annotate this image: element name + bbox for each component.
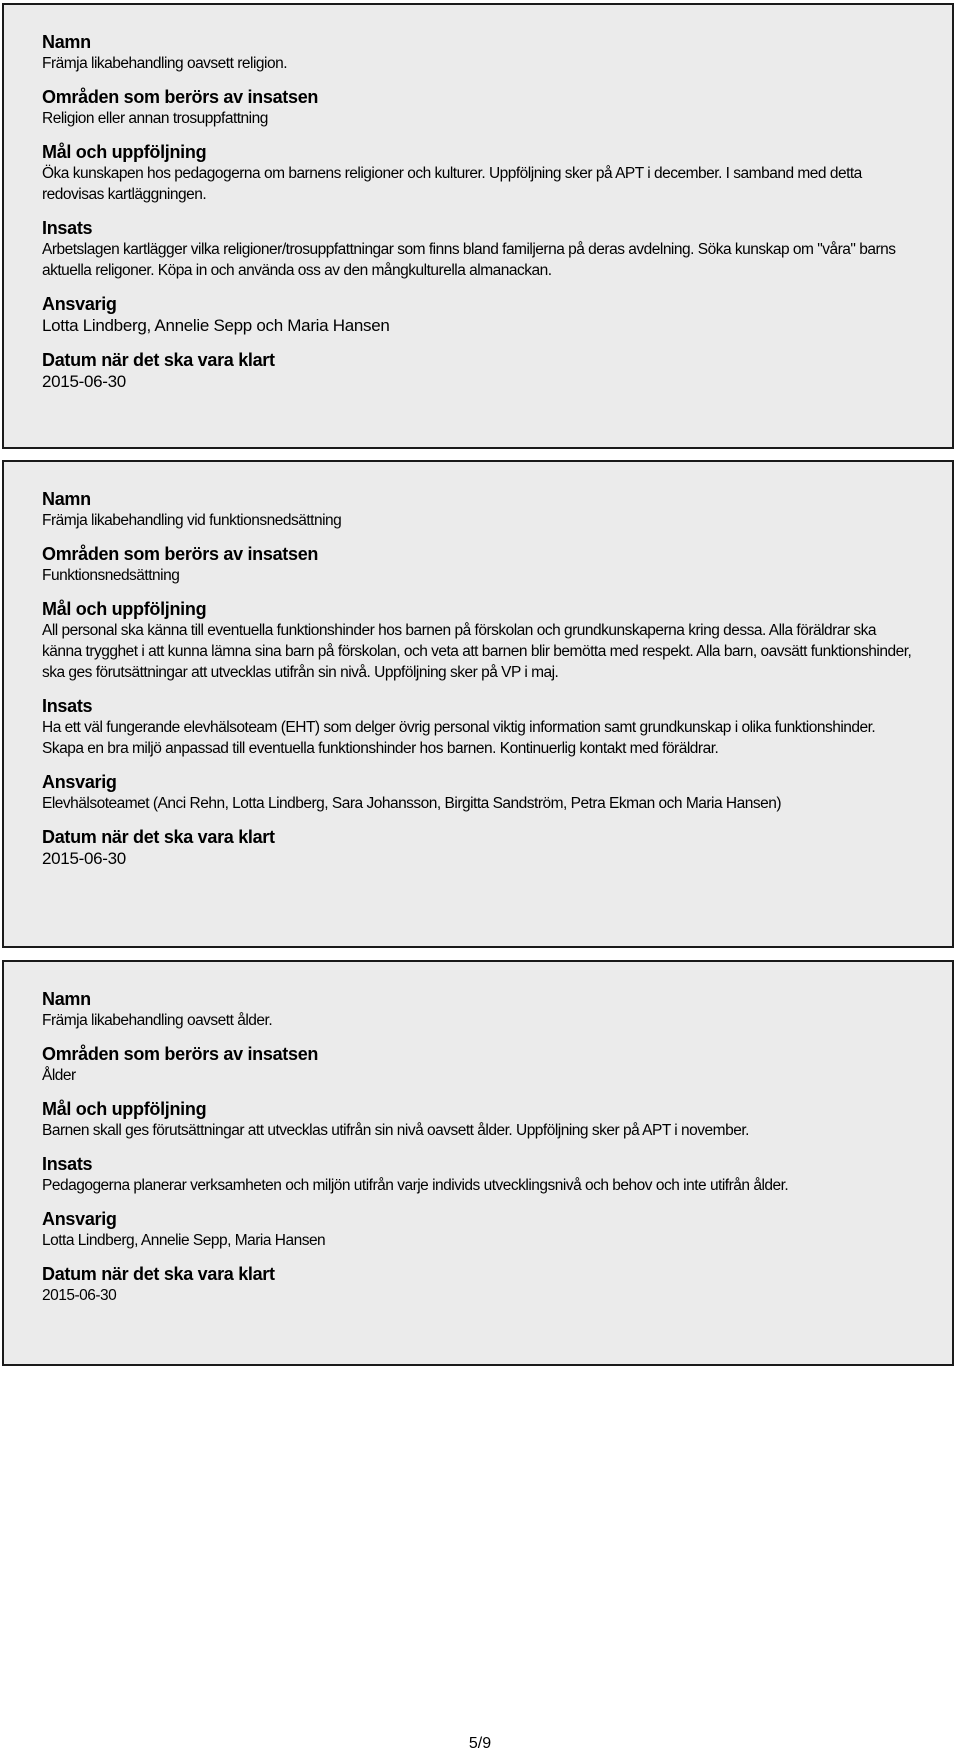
label-areas: Områden som berörs av insatsen <box>42 87 319 107</box>
label-name: Namn <box>42 489 91 509</box>
action-entry-age <box>2 960 954 1366</box>
field-action <box>42 1153 918 1196</box>
value-areas: Funktionsnedsättning <box>42 567 180 584</box>
field-goal <box>42 141 918 205</box>
field-name <box>42 988 918 1031</box>
field-areas <box>42 1043 918 1086</box>
value-name: Främja likabehandling vid funktionsnedsättning <box>42 512 342 529</box>
label-action: Insats <box>42 696 93 716</box>
page-number <box>0 1734 960 1754</box>
value-name: Främja likabehandling oavsett religion. <box>42 55 288 72</box>
value-goal: Öka kunskapen hos pedagogerna om barnens religioner och kulturer. Uppföljning sker på APT i december. I samband med detta redovisas kartläggningen. <box>42 165 862 203</box>
value-deadline: 2015-06-30 <box>42 849 126 868</box>
label-responsible: Ansvarig <box>42 294 117 314</box>
field-action <box>42 695 918 759</box>
label-areas: Områden som berörs av insatsen <box>42 1044 319 1064</box>
value-deadline: 2015-06-30 <box>42 1287 117 1304</box>
field-deadline <box>42 1263 918 1306</box>
field-name <box>42 31 918 74</box>
label-name: Namn <box>42 989 91 1009</box>
label-responsible: Ansvarig <box>42 772 117 792</box>
label-action: Insats <box>42 218 93 238</box>
page-number-text: 5/9 <box>468 1735 492 1752</box>
value-action: Ha ett väl fungerande elevhälsoteam (EHT) som delger övrig personal viktig information samt grundkunskap i olika funktionshinder. Skapa en bra miljö anpassad till eventuella funktionshinder hos barnen. Kontinuerlig kontakt med föräldrar. <box>42 719 876 757</box>
label-action: Insats <box>42 1154 93 1174</box>
label-deadline: Datum när det ska vara klart <box>42 1264 275 1284</box>
value-areas: Ålder <box>42 1067 76 1084</box>
label-deadline: Datum när det ska vara klart <box>42 827 275 847</box>
field-responsible <box>42 771 918 814</box>
value-deadline: 2015-06-30 <box>42 372 126 391</box>
value-goal: All personal ska känna till eventuella funktionshinder hos barnen på förskolan och grundkunskaperna kring dessa. Alla föräldrar ska känna trygghet i att kunna lämna sina barn på förskolan, och veta att barnen blir bemötta med respekt. Alla barn, oavsätt funktionshinder, ska ges förutsättningar att utvecklas utifrån sin nivå. Uppföljning sker på VP i maj. <box>42 622 912 681</box>
field-responsible <box>42 293 918 337</box>
field-deadline <box>42 826 918 870</box>
field-action <box>42 217 918 281</box>
label-goal: Mål och uppföljning <box>42 142 207 162</box>
field-name <box>42 488 918 531</box>
value-areas: Religion eller annan trosuppfattning <box>42 110 268 127</box>
value-responsible: Lotta Lindberg, Annelie Sepp, Maria Hansen <box>42 1232 326 1249</box>
value-responsible: Elevhälsoteamet (Anci Rehn, Lotta Lindberg, Sara Johansson, Birgitta Sandström, Petra Ekman och Maria Hansen) <box>42 795 781 812</box>
label-responsible: Ansvarig <box>42 1209 117 1229</box>
field-areas <box>42 86 918 129</box>
action-entry-disability <box>2 460 954 948</box>
label-goal: Mål och uppföljning <box>42 1099 207 1119</box>
field-areas <box>42 543 918 586</box>
field-goal <box>42 598 918 683</box>
label-name: Namn <box>42 32 91 52</box>
value-responsible: Lotta Lindberg, Annelie Sepp och Maria Hansen <box>42 316 390 335</box>
value-goal: Barnen skall ges förutsättningar att utvecklas utifrån sin nivå oavsett ålder. Uppföljning sker på APT i november. <box>42 1122 749 1139</box>
label-areas: Områden som berörs av insatsen <box>42 544 319 564</box>
field-responsible <box>42 1208 918 1251</box>
value-action: Arbetslagen kartlägger vilka religioner/trosuppfattningar som finns bland familjerna på deras avdelning. Söka kunskap om "våra" barns aktuella religoner. Köpa in och använda oss av den mångkulturella almanackan. <box>42 241 896 279</box>
field-goal <box>42 1098 918 1141</box>
action-entry-religion <box>2 3 954 449</box>
label-goal: Mål och uppföljning <box>42 599 207 619</box>
value-name: Främja likabehandling oavsett ålder. <box>42 1012 273 1029</box>
value-action: Pedagogerna planerar verksamheten och miljön utifrån varje individs utvecklingsnivå och behov och inte utifrån ålder. <box>42 1177 789 1194</box>
label-deadline: Datum när det ska vara klart <box>42 350 275 370</box>
field-deadline <box>42 349 918 393</box>
